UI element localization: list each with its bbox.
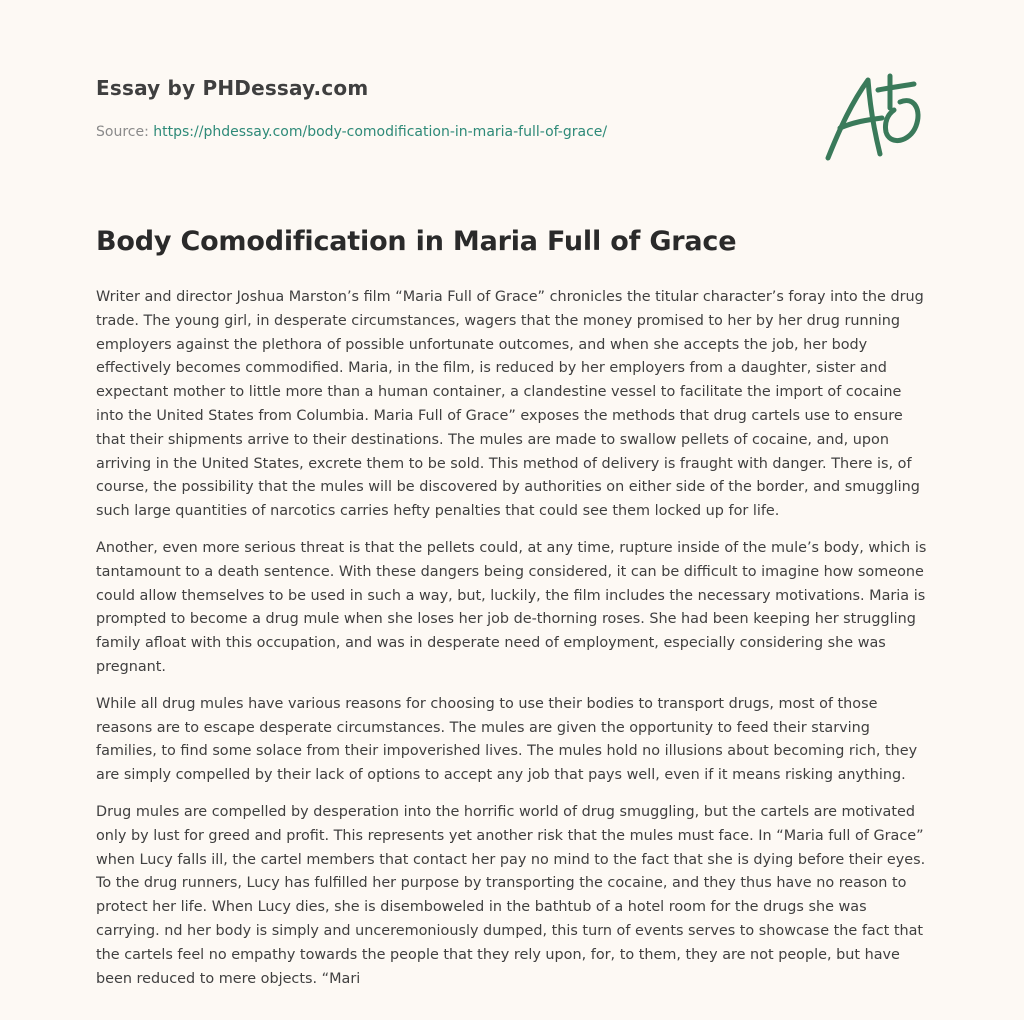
essay-paragraph: While all drug mules have various reasons for choosing to use their bodies to transport drugs, most of those reasons are to escape desperate circumstances. The mules are given the opportunity to feed their starving families, to find some solace from their impoverished lives. The mules hold no illusions about becoming rich, they are simply compelled by their lack of options to accept any job that pays well, even if it means risking anything.	[96, 695, 918, 784]
essay-paragraph: Another, even more serious threat is that the pellets could, at any time, rupture inside of the mule’s body, which is tantamount to a death sentence. With these dangers being considered, it can be difficult to imagine how someone could allow themselves to be used in such a way, but, luckily, the film includes the necessary motivations. Maria is prompted to become a drug mule when she loses her job de-thorning roses. She had been keeping her struggling family afloat with this occupation, and was in desperate need of employment, especially considering she was pregnant.	[96, 539, 927, 675]
site-brand: Essay by PHDessay.com	[96, 76, 369, 100]
essay-paragraph: Drug mules are compelled by desperation into the horrific world of drug smuggling, but the cartels are motivated only by lust for greed and profit. This represents yet another risk that the mules must face. In “Maria full of Grace” when Lucy falls ill, the cartel members that contact her pay no mind to the fact that she is dying before their eyes. To the drug runners, Lucy has fulfilled her purpose by transporting the cocaine, and they thus have no reason to protect her life. When Lucy dies, she is disemboweled in the bathtub of a hotel room for the drugs she was carrying. nd her body is simply and unceremoniously dumped, this turn of events serves to showcase the fact that the cartels feel no empathy towards the people that they rely upon, for, to them, they are not people, but have been reduced to mere objects. “Mari	[96, 803, 926, 987]
source-line	[96, 124, 607, 140]
essay-title: Body Comodification in Maria Full of Grace	[96, 226, 737, 257]
source-label: Source:	[96, 124, 154, 140]
a-plus-logo-icon	[818, 66, 930, 166]
essay-paragraph: Writer and director Joshua Marston’s film “Maria Full of Grace” chronicles the titular character’s foray into the drug trade. The young girl, in desperate circumstances, wagers that the money promised to her by her drug running employers against the plethora of possible unfortunate outcomes, and when she accepts the job, her body effectively becomes commodified. Maria, in the film, is reduced by her employers from a daughter, sister and expectant mother to little more than a human container, a clandestine vessel to facilitate the import of cocaine into the United States from Columbia. Maria Full of Grace” exposes the methods that drug cartels use to ensure that their shipments arrive to their destinations. The mules are made to swallow pellets of cocaine, and, upon arriving in the United States, excrete them to be sold. This method of delivery is fraught with danger. There is, of course, the possibility that the mules will be discovered by authorities on either side of the border, and smuggling such large quantities of narcotics carries hefty penalties that could see them locked up for life.	[96, 289, 924, 520]
source-link[interactable]: https://phdessay.com/body-comodification-in-maria-full-of-grace/	[153, 124, 608, 140]
essay-body	[96, 286, 930, 1004]
